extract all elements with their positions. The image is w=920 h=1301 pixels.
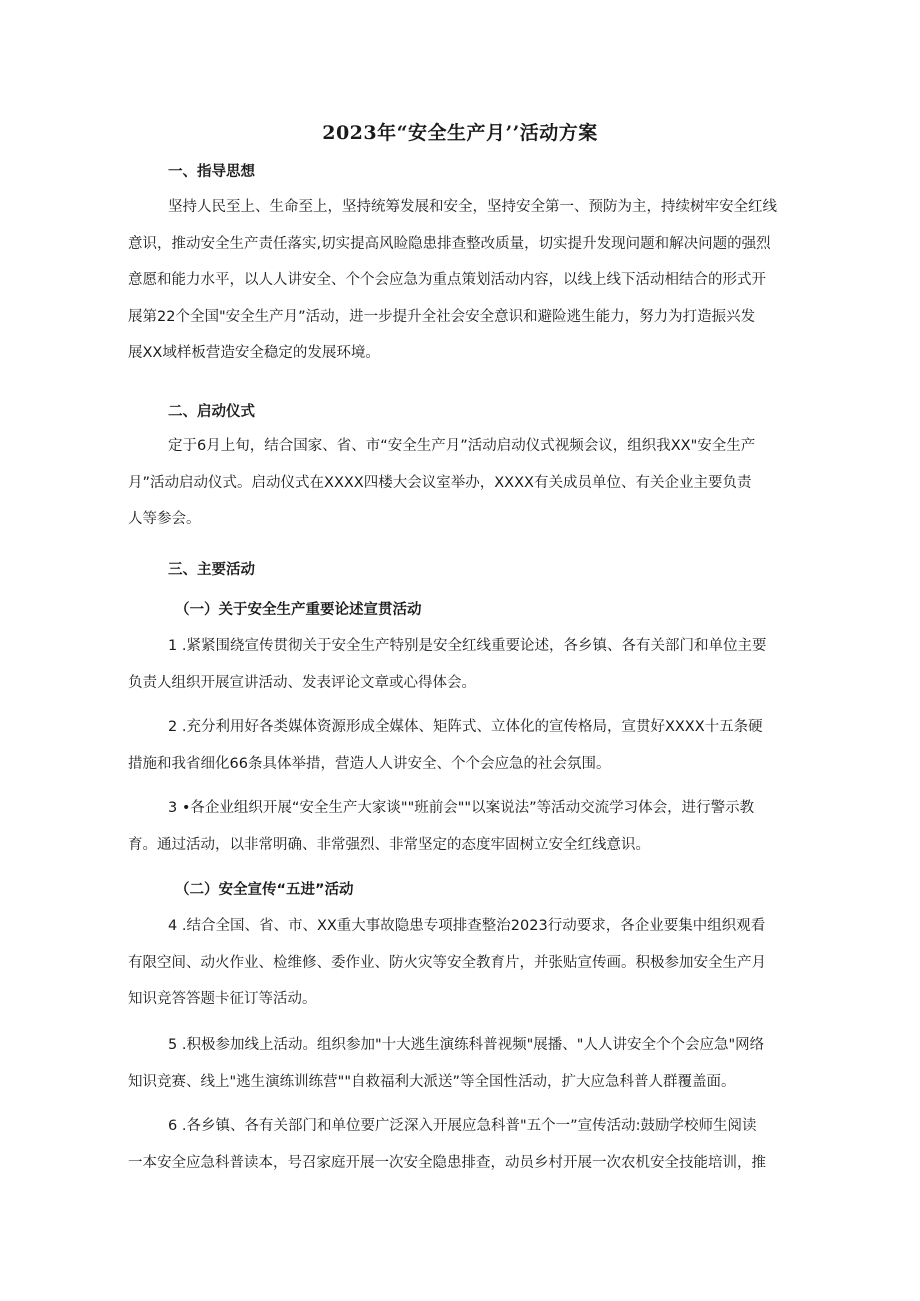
paragraph-line: 意愿和能力水平，以人人讲安全、个个会应急为重点策划活动内容，以线上线下活动相结合的形式开 (128, 272, 766, 288)
item-4-paragraph (128, 908, 788, 1018)
item-2-paragraph (128, 709, 788, 782)
paragraph-line: 月”活动启动仪式。启动仪式在XXXX四楼大会议室举办，XXXX有关成员单位、有关企业主要负责 (128, 474, 752, 491)
section-2-paragraph (128, 428, 788, 538)
section-heading-main-activities: 三、主要活动 (168, 562, 255, 578)
paragraph-line: 育。通过活动，以非常明确、非常强烈、非常坚定的态度牢固树立安全红线意识。 (128, 836, 650, 853)
subsection-heading-1: （一）关于安全生产重要论述宣贯活动 (175, 602, 422, 618)
paragraph-line: 一本安全应急科普读本，号召家庭开展一次安全隐患排查，动员乡村开展一次农机安全技能培训，推 (128, 1154, 766, 1171)
paragraph-line: 5 .积极参加线上活动。组织参加"十大逃生演练科普视频"展播、"人人讲安全个个会应急"网络 (168, 1037, 765, 1053)
paragraph-line: 4 .结合全国、省、市、XX重大事故隐患专项排查整治2023行动要求，各企业要集中组织观看 (168, 918, 766, 934)
paragraph-line: 2 .充分利用好各类媒体资源形成全媒体、矩阵式、立体化的宣传格局，宣贯好XXXX十五条硬 (168, 719, 763, 735)
item-5-paragraph (128, 1027, 788, 1100)
paragraph-line: 1 .紧紧围绕宣传贯彻关于安全生产特别是安全红线重要论述，各乡镇、各有关部门和单位主要 (168, 638, 767, 654)
section-1-paragraph (128, 189, 788, 372)
section-heading-launch-ceremony: 二、启动仪式 (168, 404, 255, 420)
paragraph-line: 负责人组织开展宣讲活动、发表评论文章或心得体会。 (128, 674, 476, 691)
item-1-paragraph (128, 628, 788, 701)
paragraph-line: 展第22个全国"安全生产月”活动，进一步提升全社会安全意识和避险逃生能力，努力为打造振兴发 (128, 308, 756, 325)
subsection-heading-2: （二）安全宣传“五进”活动 (175, 882, 354, 898)
item-3-paragraph (128, 790, 788, 863)
paragraph-line: 展XX域样板营造安全稳定的发展环境。 (128, 345, 380, 361)
section-heading-guiding-ideology: 一、指导思想 (168, 164, 255, 180)
document-title: 2023年“安全生产月’’活动方案 (322, 122, 598, 144)
paragraph-line: 知识竞赛、线上"逃生演练训练营""自救福利大派送”等全国性活动，扩大应急科普人群覆盖面。 (128, 1073, 736, 1090)
paragraph-line: 3 •各企业组织开展“安全生产大家谈""班前会""以案说法”等活动交流学习体会，进行警示教 (168, 800, 755, 816)
paragraph-line: 定于6月上旬，结合国家、省、市“安全生产月”活动启动仪式视频会议，组织我XX"安全生产 (168, 438, 756, 454)
paragraph-line: 有限空间、动火作业、检维修、委作业、防火灾等安全教育片，并张贴宣传画。积极参加安全生产月 (128, 954, 766, 971)
paragraph-line: 人等参会。 (128, 511, 201, 527)
paragraph-line: 意识，推动安全生产责任落实,切实提高风睑隐患排查整改质量，切实提升发现问题和解决问题的强烈 (128, 235, 771, 252)
item-6-paragraph (128, 1108, 788, 1181)
paragraph-line: 坚持人民至上、生命至上，坚持统筹发展和安全，坚持安全第一、预防为主，持续树牢安全红线 (168, 199, 777, 215)
paragraph-line: 6 .各乡镇、各有关部门和单位要广泛深入开展应急科普"五个一”宣传活动:鼓励学校师生阅读 (168, 1118, 757, 1134)
paragraph-line: 知识竞答答题卡征订等活动。 (128, 991, 317, 1007)
paragraph-line: 措施和我省细化66条具体举措，营造人人讲安全、个个会应急的社会氛围。 (128, 755, 611, 772)
